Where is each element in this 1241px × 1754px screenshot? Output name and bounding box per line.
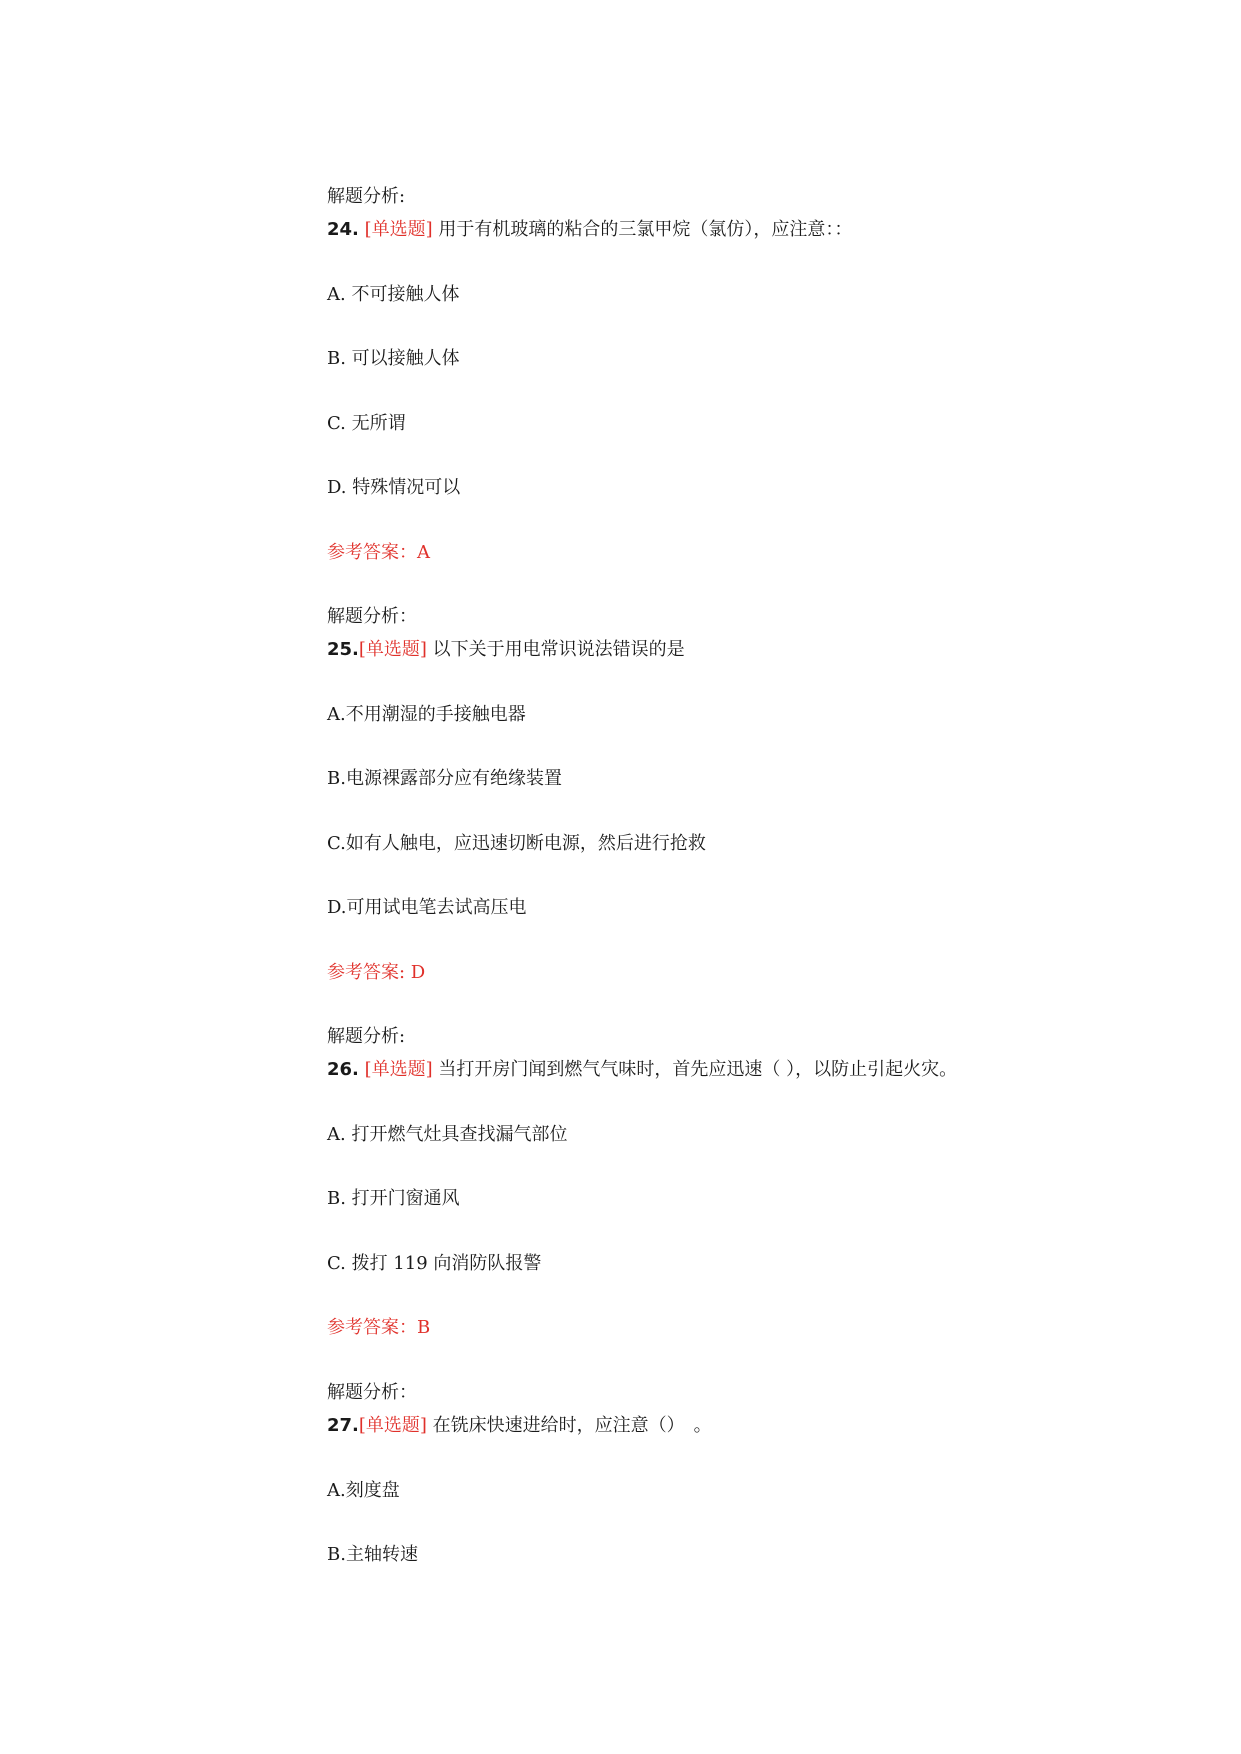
analysis-label: 解题分析： xyxy=(327,1382,417,1403)
option-c: C. 无所谓 xyxy=(327,413,406,434)
option-c: C.如有人触电，应迅速切断电源，然后进行抢救 xyxy=(327,833,706,854)
question-type-tag: [单选题] xyxy=(358,639,427,660)
option-a: A.不用潮湿的手接触电器 xyxy=(327,704,526,725)
question-text: 以下关于用电常识说法错误的是 xyxy=(426,639,685,660)
option-b: B. 可以接触人体 xyxy=(327,348,460,369)
question-number: 26. xyxy=(327,1059,359,1080)
question-26 xyxy=(327,1058,957,1082)
option-b: B.电源裸露部分应有绝缘装置 xyxy=(327,768,562,789)
question-27 xyxy=(327,1414,712,1438)
question-number: 25. xyxy=(327,639,359,660)
analysis-label: 解题分析： xyxy=(327,606,417,627)
question-number: 24. xyxy=(327,219,359,240)
analysis-label: 解题分析: xyxy=(327,186,406,207)
question-text: 用于有机玻璃的粘合的三氯甲烷（氯仿），应注意：： xyxy=(432,219,853,240)
option-d: D.可用试电笔去试高压电 xyxy=(327,897,527,918)
question-number: 27. xyxy=(327,1415,359,1436)
analysis-label: 解题分析: xyxy=(327,1026,406,1047)
question-24 xyxy=(327,218,852,242)
option-b: B.主轴转速 xyxy=(327,1544,418,1565)
option-a: A. 不可接触人体 xyxy=(327,284,460,305)
reference-answer: 参考答案: D xyxy=(327,962,426,983)
option-d: D. 特殊情况可以 xyxy=(327,477,461,498)
option-b: B. 打开门窗通风 xyxy=(327,1188,460,1209)
question-type-tag: [单选题] xyxy=(364,1059,433,1080)
question-text: 当打开房门闻到燃气气味时，首先应迅速（ ），以防止引起火灾。 xyxy=(432,1059,958,1080)
question-25 xyxy=(327,638,685,662)
option-c: C. 拨打 119 向消防队报警 xyxy=(327,1253,542,1274)
reference-answer: 参考答案：B xyxy=(327,1317,431,1338)
option-a: A. 打开燃气灶具查找漏气部位 xyxy=(327,1124,568,1145)
option-a: A.刻度盘 xyxy=(327,1480,400,1501)
question-text: 在铣床快速进给时，应注意（） 。 xyxy=(426,1415,712,1436)
reference-answer: 参考答案：A xyxy=(327,542,430,563)
question-type-tag: [单选题] xyxy=(364,219,433,240)
question-type-tag: [单选题] xyxy=(358,1415,427,1436)
